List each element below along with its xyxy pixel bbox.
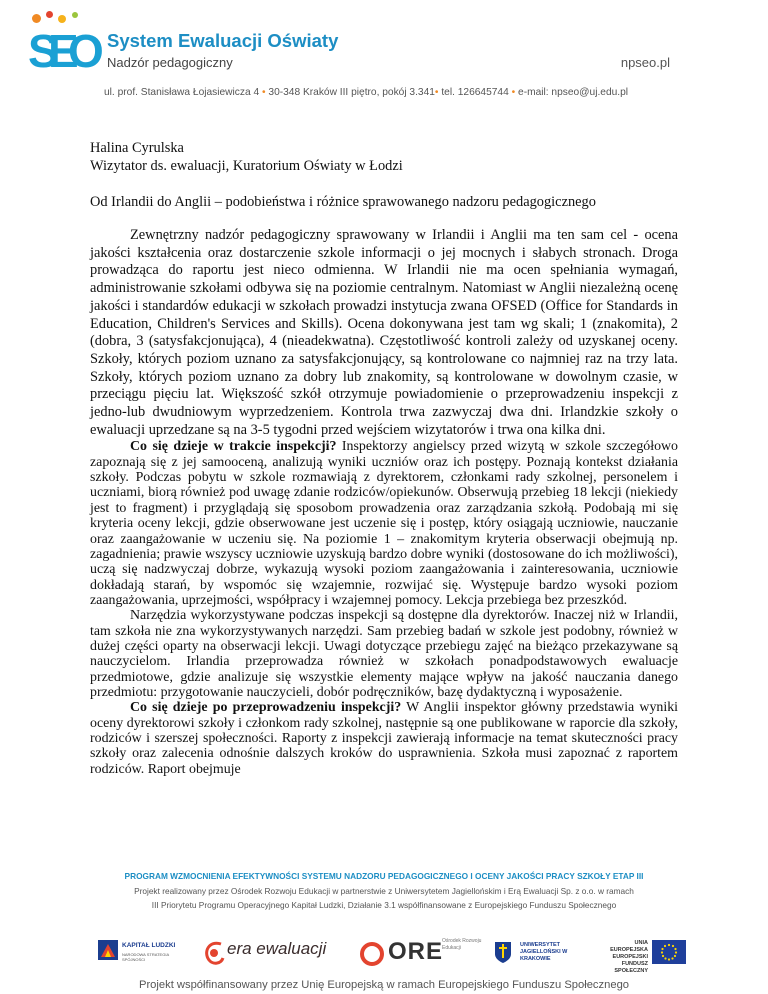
footer-line: III Priorytetu Programu Operacyjnego Kapitał Ludzki, Działanie 3.1 współfinansowane z Europejskiego Funduszu Społecznego (151, 900, 617, 910)
author-position: Wizytator ds. ewaluacji, Kuratorium Oświaty w Łodzi (90, 158, 403, 174)
footer-line: Projekt realizowany przez Ośrodek Rozwoju Edukacji w partnerstwie z Uniwersytetem Jagiellońskim i Erą Ewaluacji Sp. z o.o. w ramach (134, 886, 634, 896)
paragraph-after-inspection: Co się dzieje po przeprowadzeniu inspekcji? W Anglii inspektor główny przedstawia wyniki oceny dyrektorowi szkoły i członkom rady szkolnej, następnie są one publikowane w raporcie dla szkoły, rodziców i szerszej społeczności. Raporty z inspekcji zawierają informacje na temat skuteczności pracy szkoły oraz zalecenia odnośnie dalszych kroków do usprawnienia. Szkoła musi zapoznać z raportem rodziców. Raport obejmuje (90, 700, 679, 777)
ore-icon (360, 942, 384, 966)
paragraph-during-inspection: Co się dzieje w trakcie inspekcji? Inspektorzy angielscy przed wizytą w szkole szczegółowo zapoznają się z jej samooceną, analizują wyniki uczniów oraz ich postępy. Poznają kontekst działania szkoły. Podczas pobytu w szkole rozmawiają z dyrektorem, członkami rady szkolnej, personelem i uczniami, biorą również pod uwagę zdanie rodziców/opiekunów. Obserwują przebieg 18 lekcji (niekiedy jest to fragment) i przyglądają się sposobom prowadzenia oraz zarządzania szkołą. Podobają mi się kryteria oceny lekcji, gdzie obserwowane jest uczenie się i postęp, który osiągają uczniowie, nauczanie oraz zaangażowanie w uczeniu się. Na poziomie 1 – znakomitym kryteria obserwacji obejmują np. zagadnienia; prawie wszyscy uczniowie uzyskują bardzo dobre wyniki (dostosowane do ich możliwości), uczą się nadzwyczaj dobrze, wykazują wysoki poziom zaangażowania i zainteresowania, uczniowie dokładają starań, by wspomóc się wzajemnie, rozwijać się. Występuje bardzo wysoki poziom zaangażowania, uprzejmości, współpracy i wzajemnej pomocy. Lekcja przebiega bez przeszkód. (90, 439, 678, 608)
uj-logo: UNIWERSYTET JAGIELLOŃSKI W KRAKOWIE (494, 934, 584, 970)
question-heading: Co się dzieje po przeprowadzeniu inspekcji? (130, 700, 402, 716)
header-address: ul. prof. Stanisława Łojasiewicza 4 • 30-348 Kraków III piętro, pokój 3.341• tel. 126645744 • e-mail: npseo@uj.edu.pl (104, 87, 629, 98)
kapital-ludzki-icon (98, 940, 118, 960)
footer-cofinanced: Projekt współfinansowany przez Unię Europejską w ramach Europejskiego Funduszu Społecznego (138, 979, 630, 991)
ore-logo: ORE Ośrodek Rozwoju Edukacji (360, 934, 470, 970)
header-title: System Ewaluacji Oświaty (107, 30, 339, 51)
bullet-separator: • (262, 87, 266, 98)
kapital-ludzki-logo: KAPITAŁ LUDZKI NARODOWA STRATEGIA SPÓJNOŚCI (98, 936, 176, 966)
document-title: Od Irlandii do Anglii – podobieństwa i różnice sprawowanego nadzoru pedagogicznego (90, 194, 596, 210)
footer-program: PROGRAM WZMOCNIENIA EFEKTYWNOŚCI SYSTEMU NADZORU PEDAGOGICZNEGO I OCENY JAKOŚCI PRACY SZKOŁY ETAP III (124, 871, 644, 881)
paragraph-tools: Narzędzia wykorzystywane podczas inspekcji są dostępne dla dyrektorów. Inaczej niż w Irlandii, tam szkoła nie zna wykorzystywanych narzędzi. Sam przebieg badań w szkole jest podobny, również w dużej części oparty na obserwacji lekcji. Uwagi dotyczące przebiegu zajęć na bieżąco przekazywane są nauczycielom. Irlandia przeprowadza również w szkołach ponadpodstawowych ewaluacje przedmiotowe, gdzie analizuje się wszystkie elementy mające wpływ na jakość nauczania danego przedmiotu: przygotowanie nauczycieli, dobór podręczników, bazę dydaktyczną i wyposażenie. (90, 608, 678, 700)
era-icon (203, 940, 225, 966)
seo-logo: S E O (26, 10, 101, 80)
paragraph-intro: Zewnętrzny nadzór pedagogiczny sprawowany w Irlandii i Anglii ma ten sam cel - ocena jakości kształcenia oraz dostarczenie szkole informacji o jej mocnych i słabych stronach. Droga prowadząca do raportu jest nieco odmienna. W Irlandii nie ma ocen spełniania wymagań, administrowanie szkołami odbywa się na poziomie centralnym. Natomiast w Anglii niezależną ocenę jakości i standardów edukacji w szkołach prowadzi instytucja zwana OFSED (Office for Standards in Education, Children's Services and Skills). Ocena dokonywana jest tam wg skali; 1 (znakomita), 2 (dobra, 3 (satysfakcjonująca), 4 (nieadekwatna). Częstotliwość kontroli zależy od uzyskanej oceny. Szkoły, których poziom uznano za satysfakcjonujący, są kontrolowane co najmniej raz na trzy lata. Szkoły, których poziom uznano za dobry lub znakomity, są kontrolowane w dowolnym czasie, w przeciągu pięciu lat. Większość szkół otrzymuje powiadomienie o przeprowadzeniu inspekcji z jedno-lub dwudniowym wyprzedzeniem. Kontrola trwa zazwyczaj dwa dni. Irlandzkie szkoły o ewaluacji uprzedzane są na 3-5 tygodni przed wejściem wizytatorów i trwa ona kilka dni. (90, 227, 678, 438)
document-body (90, 139, 678, 777)
bullet-separator: • (511, 87, 516, 98)
page-header (0, 0, 768, 118)
eu-logo: UNIA EUROPEJSKA EUROPEJSKI FUNDUSZ SPOŁECZNY (606, 934, 696, 970)
uj-crest-icon (494, 940, 512, 964)
header-url[interactable]: npseo.pl (620, 55, 670, 70)
bullet-separator: • (434, 87, 439, 98)
header-subtitle: Nadzór pedagogiczny (107, 55, 233, 70)
eu-flag-icon (652, 940, 686, 964)
author-name: Halina Cyrulska (90, 140, 184, 156)
partner-logos (0, 930, 768, 974)
question-heading: Co się dzieje w trakcie inspekcji? (130, 439, 337, 455)
era-ewaluacji-logo: era ewaluacji (203, 934, 333, 970)
page-footer (0, 864, 768, 994)
